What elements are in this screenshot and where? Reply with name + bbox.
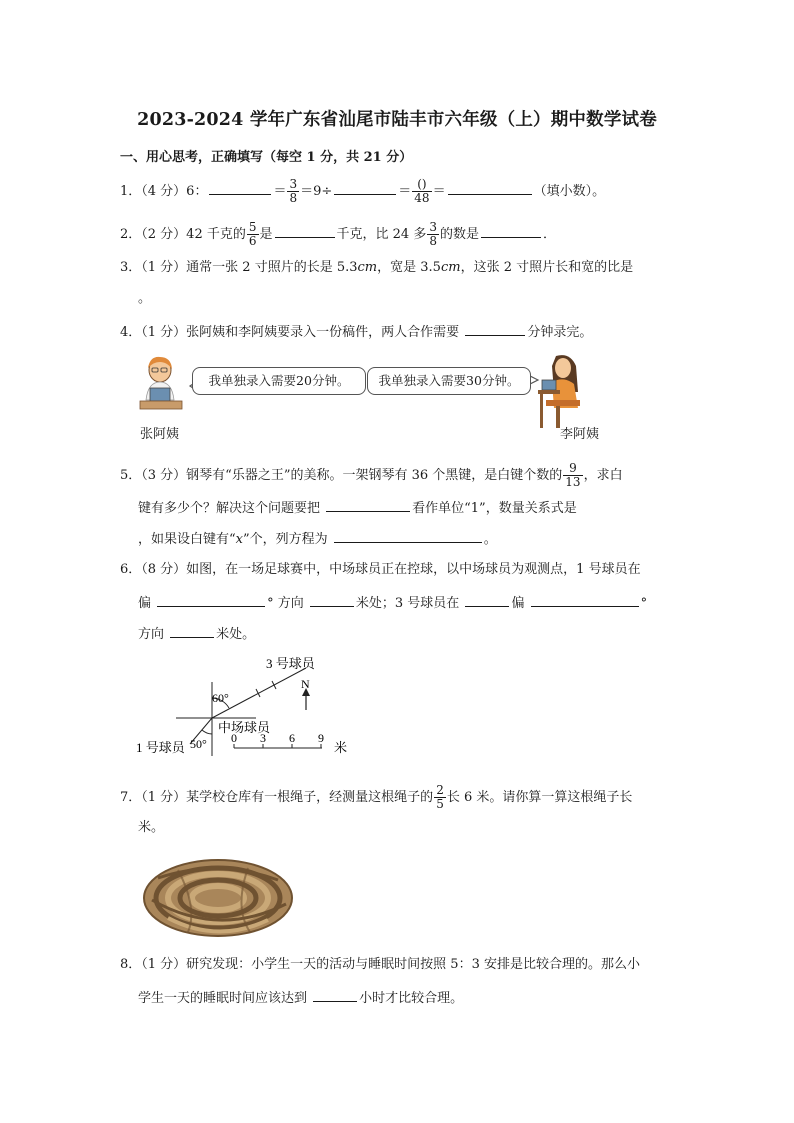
scale-tick-3: 3 [260, 731, 266, 745]
caption-zhang: 张阿姨 [140, 427, 180, 442]
denominator: 13 [565, 475, 581, 489]
q5-text: 5．（3 分）钢琴有“乐器之王”的美称。一架钢琴有 36 个黑键，是白键个数的 [120, 468, 563, 483]
fraction [247, 221, 259, 248]
question-3-cont: 。 [138, 291, 152, 306]
label-north: N [301, 677, 310, 691]
q2-suffix: ． [542, 227, 556, 242]
answer-blank[interactable] [465, 592, 509, 607]
numerator: 9 [563, 462, 582, 476]
numerator: 3 [289, 177, 298, 191]
q6-text: 偏 [511, 596, 529, 611]
question-7-cont: 米。 [138, 820, 165, 835]
fraction [412, 178, 431, 205]
question-5-line2 [138, 497, 577, 519]
question-1 [120, 178, 605, 205]
numerator: 5 [248, 220, 257, 234]
rope-coil-image [138, 848, 298, 940]
answer-blank[interactable] [448, 180, 532, 195]
question-7 [120, 784, 632, 811]
q5-text: 键有多少个？解决这个问题要把 [138, 501, 325, 516]
speech-bubble-zhang: 我单独录入需要20分钟。 [192, 367, 366, 395]
scale-tick-9: 9 [318, 731, 324, 745]
q5-text: ”个，列方程为 [243, 532, 332, 547]
section-heading: 一、用心思考，正确填写（每空 1 分，共 21 分） [120, 150, 413, 165]
fraction [287, 178, 299, 205]
speech-bubble-li: 我单独录入需要30分钟。 [367, 367, 531, 395]
unit-cm: cm [357, 260, 378, 275]
label-angle-50: 50° [190, 737, 207, 751]
question-6-line2 [138, 592, 647, 614]
question-6: 6．（8 分）如图，在一场足球赛中，中场球员正在控球，以中场球员为观测点，1 号球员在 [120, 562, 641, 577]
q3-text: 3．（1 分）通常一张 2 寸照片的长是 5.3 [120, 260, 358, 275]
q4-text: 分钟录完。 [527, 325, 593, 340]
q7-text: 7．（1 分）某学校仓库有一根绳子，经测量这根绳子的 [120, 790, 434, 805]
answer-blank[interactable] [326, 497, 410, 512]
fraction [434, 784, 446, 811]
q2-text: 的数是 [439, 227, 479, 242]
label-angle-60: 60° [212, 691, 229, 705]
q2-prefix: 2．（2 分）42 千克的 [120, 227, 246, 242]
equals-sign: ＝ [273, 184, 287, 199]
denominator: 48 [414, 191, 430, 205]
q1-mid: ＝9÷ [300, 184, 333, 199]
answer-blank[interactable] [465, 321, 525, 336]
answer-blank[interactable] [157, 592, 265, 607]
equals-sign: ＝ [432, 184, 446, 199]
q6-text: 米处；3 号球员在 [355, 596, 464, 611]
denominator: 8 [429, 234, 437, 248]
q6-text: 方向 [138, 627, 169, 642]
question-2 [120, 221, 556, 248]
denominator: 6 [248, 234, 257, 248]
q5-text: 看作单位“1”，数量关系式是 [412, 501, 577, 516]
zhang-avatar [140, 357, 182, 409]
denominator: 5 [436, 797, 444, 811]
li-avatar [538, 355, 580, 428]
label-player-1: 1 号球员 [136, 740, 185, 755]
question-5 [120, 462, 623, 489]
scale-tick-6: 6 [289, 731, 295, 745]
soccer-direction-diagram [136, 652, 356, 764]
numerator: () [412, 178, 431, 192]
q1-prefix: 1．（4 分）6： [120, 184, 208, 199]
question-8-line2 [138, 987, 463, 1009]
q2-text: 是 [259, 227, 273, 242]
question-5-line3 [138, 528, 497, 550]
caption-li: 李阿姨 [560, 427, 600, 442]
q5-text: ，如果设白键有“ [138, 532, 236, 547]
q6-text: ° 方向 [267, 596, 308, 611]
unit-cm: cm [440, 260, 461, 275]
scale-tick-0: 0 [231, 731, 237, 745]
question-8: 8．（1 分）研究发现：小学生一天的活动与睡眠时间按照 5：3 安排是比较合理的。那么小 [120, 957, 640, 972]
fraction [427, 221, 439, 248]
label-player-3: 3 号球员 [266, 656, 315, 671]
q3-text: ，宽是 3.5 [377, 260, 441, 275]
q6-text: ° [640, 596, 648, 611]
q8-text: 小时才比较合理。 [359, 991, 464, 1006]
q5-text: ，求白 [583, 468, 623, 483]
answer-blank[interactable] [531, 592, 639, 607]
page-title: 2023-2024 学年广东省汕尾市陆丰市六年级（上）期中数学试卷 [137, 110, 657, 130]
answer-blank[interactable] [310, 592, 354, 607]
q5-text: 。 [483, 532, 497, 547]
q8-text: 学生一天的睡眠时间应该达到 [138, 991, 312, 1006]
answer-blank[interactable] [334, 528, 482, 543]
scale-unit: 米 [334, 740, 348, 755]
q2-text: 千克，比 24 多 [336, 227, 427, 242]
question-4 [120, 321, 592, 343]
q3-text: ，这张 2 寸照片长和宽的比是 [460, 260, 634, 275]
question-3 [120, 258, 633, 278]
q1-suffix: （填小数）。 [533, 184, 606, 199]
variable-x: x [235, 532, 243, 547]
label-mid-player: 中场球员 [218, 720, 271, 735]
answer-blank[interactable] [275, 223, 335, 238]
q4-figure [138, 352, 608, 442]
q6-text: 偏 [138, 596, 156, 611]
fraction [563, 462, 582, 489]
q4-text: 4．（1 分）张阿姨和李阿姨要录入一份稿件，两人合作需要 [120, 325, 464, 340]
answer-blank[interactable] [481, 223, 541, 238]
question-6-line3 [138, 623, 255, 645]
numerator: 2 [436, 783, 444, 797]
answer-blank[interactable] [334, 180, 396, 195]
answer-blank[interactable] [209, 180, 271, 195]
q7-text: 长 6 米。请你算一算这根绳子长 [446, 790, 633, 805]
equals-sign: ＝ [398, 184, 412, 199]
numerator: 3 [429, 220, 437, 234]
denominator: 8 [289, 191, 298, 205]
q6-text: 米处。 [216, 627, 256, 642]
answer-blank[interactable] [313, 987, 357, 1002]
answer-blank[interactable] [170, 623, 214, 638]
